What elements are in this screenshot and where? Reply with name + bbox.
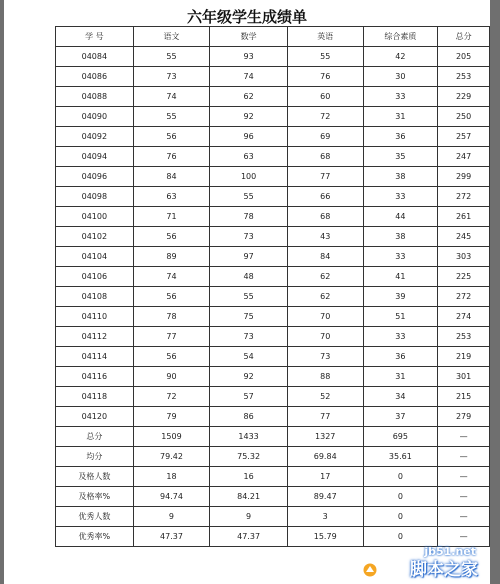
student-row <box>56 387 490 407</box>
table-cell: 66 <box>287 187 363 207</box>
table-cell: 74 <box>133 267 210 287</box>
table-cell: 274 <box>438 307 490 327</box>
table-cell: 250 <box>438 107 490 127</box>
table-cell: 总分 <box>56 427 134 447</box>
table-cell: 257 <box>438 127 490 147</box>
table-cell: 1509 <box>133 427 210 447</box>
table-cell: 68 <box>287 207 363 227</box>
student-row <box>56 127 490 147</box>
table-cell: 04094 <box>56 147 134 167</box>
table-cell: 72 <box>133 387 210 407</box>
table-cell: 35.61 <box>363 447 438 467</box>
table-cell: — <box>438 527 490 547</box>
table-cell: 92 <box>210 107 288 127</box>
watermark-name: 脚本之家 <box>410 560 478 580</box>
student-row <box>56 47 490 67</box>
table-cell: 30 <box>363 67 438 87</box>
table-cell: 04102 <box>56 227 134 247</box>
table-cell: 60 <box>287 87 363 107</box>
table-cell: 79.42 <box>133 447 210 467</box>
table-cell: 695 <box>363 427 438 447</box>
table-cell: 89 <box>133 247 210 267</box>
table-cell: 04104 <box>56 247 134 267</box>
table-cell: — <box>438 467 490 487</box>
table-cell: 04100 <box>56 207 134 227</box>
table-cell: 38 <box>363 167 438 187</box>
table-cell: 04090 <box>56 107 134 127</box>
table-cell: 75.32 <box>210 447 288 467</box>
table-cell: 84.21 <box>210 487 288 507</box>
table-cell: 78 <box>133 307 210 327</box>
table-cell: 69.84 <box>287 447 363 467</box>
student-row <box>56 87 490 107</box>
table-cell: 55 <box>210 187 288 207</box>
table-cell: 63 <box>133 187 210 207</box>
table-cell: 48 <box>210 267 288 287</box>
table-cell: 62 <box>287 287 363 307</box>
table-cell: — <box>438 427 490 447</box>
table-cell: 18 <box>133 467 210 487</box>
student-row <box>56 267 490 287</box>
table-cell: 77 <box>133 327 210 347</box>
table-cell: 55 <box>133 47 210 67</box>
table-cell: 43 <box>287 227 363 247</box>
table-cell: — <box>438 447 490 467</box>
student-row <box>56 227 490 247</box>
table-cell: 15.79 <box>287 527 363 547</box>
student-row <box>56 307 490 327</box>
student-row <box>56 107 490 127</box>
table-cell: 优秀率% <box>56 527 134 547</box>
table-cell: 94.74 <box>133 487 210 507</box>
table-cell: 04098 <box>56 187 134 207</box>
column-header: 数学 <box>210 27 288 47</box>
table-cell: 229 <box>438 87 490 107</box>
table-cell: 33 <box>363 87 438 107</box>
table-cell: 36 <box>363 347 438 367</box>
student-row <box>56 347 490 367</box>
table-cell: 76 <box>133 147 210 167</box>
student-row <box>56 187 490 207</box>
table-cell: 56 <box>133 287 210 307</box>
table-cell: 42 <box>363 47 438 67</box>
table-cell: 及格人数 <box>56 467 134 487</box>
document-title: 六年级学生成绩单 <box>186 8 307 26</box>
table-cell: 272 <box>438 287 490 307</box>
table-cell: 55 <box>133 107 210 127</box>
student-row <box>56 367 490 387</box>
table-cell: 33 <box>363 247 438 267</box>
student-row <box>56 67 490 87</box>
table-cell: 31 <box>363 107 438 127</box>
table-cell: 47.37 <box>210 527 288 547</box>
table-cell: 75 <box>210 307 288 327</box>
table-cell: 56 <box>133 127 210 147</box>
table-cell: 73 <box>210 327 288 347</box>
summary-row <box>56 427 490 447</box>
watermark-url: jb51.net <box>424 545 476 558</box>
table-cell: 89.47 <box>287 487 363 507</box>
table-cell: 16 <box>210 467 288 487</box>
table-cell: 84 <box>133 167 210 187</box>
table-cell: 04114 <box>56 347 134 367</box>
student-row <box>56 207 490 227</box>
student-row <box>56 147 490 167</box>
table-cell: 0 <box>363 507 438 527</box>
table-cell: 0 <box>363 487 438 507</box>
table-cell: 优秀人数 <box>56 507 134 527</box>
table-cell: 52 <box>287 387 363 407</box>
table-cell: 04112 <box>56 327 134 347</box>
summary-row <box>56 447 490 467</box>
table-cell: 253 <box>438 67 490 87</box>
table-cell: 9 <box>133 507 210 527</box>
table-cell: 38 <box>363 227 438 247</box>
table-cell: 0 <box>363 467 438 487</box>
column-header: 语文 <box>133 27 210 47</box>
table-cell: 47.37 <box>133 527 210 547</box>
table-cell: 279 <box>438 407 490 427</box>
student-row <box>56 167 490 187</box>
table-cell: 90 <box>133 367 210 387</box>
student-row <box>56 327 490 347</box>
table-cell: 04108 <box>56 287 134 307</box>
table-cell: 04110 <box>56 307 134 327</box>
table-cell: 73 <box>133 67 210 87</box>
table-cell: 37 <box>363 407 438 427</box>
table-cell: 04086 <box>56 67 134 87</box>
table-cell: 及格率% <box>56 487 134 507</box>
table-cell: 04084 <box>56 47 134 67</box>
table-cell: 1433 <box>210 427 288 447</box>
table-cell: 63 <box>210 147 288 167</box>
table-cell: 55 <box>287 47 363 67</box>
table-cell: 51 <box>363 307 438 327</box>
table-cell: 31 <box>363 367 438 387</box>
table-cell: 86 <box>210 407 288 427</box>
table-cell: 3 <box>287 507 363 527</box>
table-cell: 215 <box>438 387 490 407</box>
table-cell: 74 <box>210 67 288 87</box>
table-cell: 41 <box>363 267 438 287</box>
column-header: 英语 <box>287 27 363 47</box>
table-cell: 39 <box>363 287 438 307</box>
summary-row <box>56 507 490 527</box>
student-row <box>56 287 490 307</box>
table-cell: 72 <box>287 107 363 127</box>
table-cell: 70 <box>287 327 363 347</box>
table-cell: 272 <box>438 187 490 207</box>
table-cell: 04118 <box>56 387 134 407</box>
table-cell: 56 <box>133 227 210 247</box>
table-cell: 303 <box>438 247 490 267</box>
table-cell: 219 <box>438 347 490 367</box>
table-cell: — <box>438 487 490 507</box>
table-cell: 70 <box>287 307 363 327</box>
document-page <box>4 0 490 584</box>
summary-row <box>56 467 490 487</box>
table-cell: 04092 <box>56 127 134 147</box>
site-watermark <box>364 538 482 582</box>
table-cell: 77 <box>287 407 363 427</box>
column-header: 学 号 <box>56 27 134 47</box>
grade-table <box>55 26 490 547</box>
table-cell: 33 <box>363 327 438 347</box>
table-cell: 301 <box>438 367 490 387</box>
table-cell: 56 <box>133 347 210 367</box>
table-cell: 68 <box>287 147 363 167</box>
table-cell: 62 <box>287 267 363 287</box>
table-header-row <box>56 27 490 47</box>
table-cell: 93 <box>210 47 288 67</box>
table-cell: 54 <box>210 347 288 367</box>
summary-row <box>56 487 490 507</box>
table-cell: 247 <box>438 147 490 167</box>
table-cell: 79 <box>133 407 210 427</box>
table-cell: 73 <box>210 227 288 247</box>
table-cell: 205 <box>438 47 490 67</box>
table-cell: 77 <box>287 167 363 187</box>
table-cell: — <box>438 507 490 527</box>
table-cell: 69 <box>287 127 363 147</box>
table-cell: 35 <box>363 147 438 167</box>
table-cell: 9 <box>210 507 288 527</box>
table-cell: 1327 <box>287 427 363 447</box>
table-cell: 245 <box>438 227 490 247</box>
table-cell: 97 <box>210 247 288 267</box>
table-cell: 299 <box>438 167 490 187</box>
table-cell: 62 <box>210 87 288 107</box>
table-cell: 92 <box>210 367 288 387</box>
table-cell: 78 <box>210 207 288 227</box>
table-cell: 04088 <box>56 87 134 107</box>
table-cell: 均分 <box>56 447 134 467</box>
table-cell: 73 <box>287 347 363 367</box>
table-cell: 04096 <box>56 167 134 187</box>
student-row <box>56 247 490 267</box>
table-cell: 04120 <box>56 407 134 427</box>
site-logo-icon <box>362 562 378 578</box>
table-cell: 71 <box>133 207 210 227</box>
table-cell: 261 <box>438 207 490 227</box>
table-cell: 84 <box>287 247 363 267</box>
table-cell: 96 <box>210 127 288 147</box>
column-header: 总分 <box>438 27 490 47</box>
table-cell: 36 <box>363 127 438 147</box>
column-header: 综合素质 <box>363 27 438 47</box>
table-cell: 55 <box>210 287 288 307</box>
table-cell: 100 <box>210 167 288 187</box>
table-cell: 34 <box>363 387 438 407</box>
table-cell: 33 <box>363 187 438 207</box>
table-cell: 0 <box>363 527 438 547</box>
table-cell: 74 <box>133 87 210 107</box>
table-cell: 225 <box>438 267 490 287</box>
table-cell: 253 <box>438 327 490 347</box>
table-cell: 76 <box>287 67 363 87</box>
table-cell: 88 <box>287 367 363 387</box>
table-cell: 04106 <box>56 267 134 287</box>
table-cell: 44 <box>363 207 438 227</box>
table-cell: 04116 <box>56 367 134 387</box>
table-cell: 17 <box>287 467 363 487</box>
table-cell: 57 <box>210 387 288 407</box>
student-row <box>56 407 490 427</box>
